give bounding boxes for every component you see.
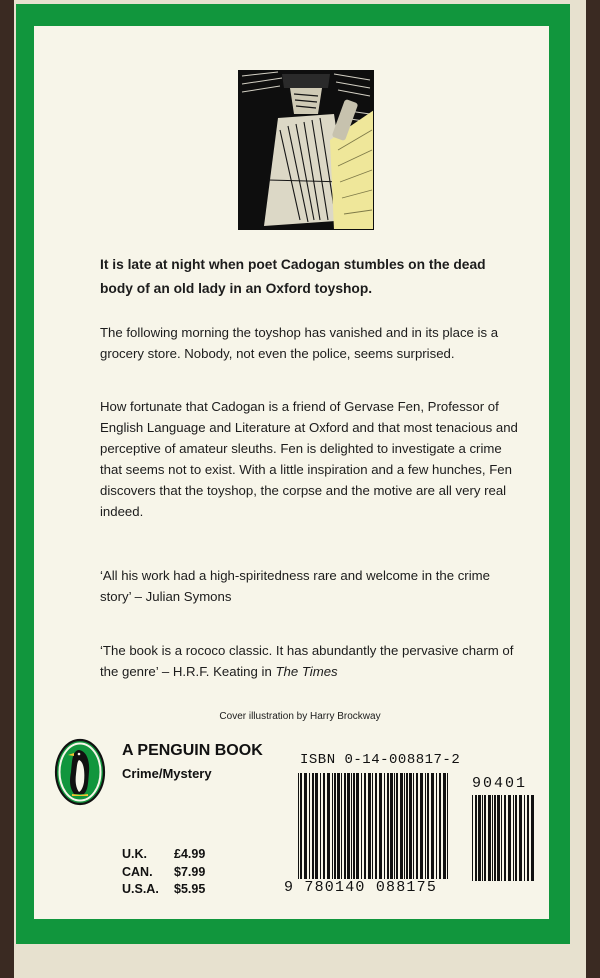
barcode-bar [347,773,350,879]
blurb-paragraph-2: How fortunate that Cadogan is a friend of Gervase Fen, Professor of English Language and Literature at Oxford and that most tenacious and perceptive of amateur sleuths. Fen is delighted to investigate a crime that seems not to exist. With a little inspiration and a few hunches, Fen discovers that the toyshop, the corpse and the motive are all very real indeed. [100,399,518,519]
barcode-digits: 9 780140 088175 [284,879,438,896]
review-quote-keating-text: ‘The book is a rococo classic. It has abundantly the pervasive charm of the genre’ – H.R.F. Keating in [100,643,514,679]
barcode-bar [443,773,446,879]
barcode-bar [364,773,366,879]
barcode-bar [379,773,382,879]
barcode-bar [327,773,330,879]
barcode-bar [353,773,355,879]
price-value: $5.95 [174,882,206,896]
barcode-bar [447,773,448,879]
review-quote-symons: ‘All his work had a high-spiritedness rare and welcome in the crime story’ – Julian Symons [100,568,490,604]
main-barcode [296,773,456,891]
barcode-bar [494,795,496,881]
barcode-bar [413,773,414,879]
barcode-bar [409,773,412,879]
barcode-bar [508,795,511,881]
price-row [122,881,205,899]
barcode-bar [504,795,506,881]
barcode-bar [524,795,525,881]
barcode-bar [372,773,373,879]
barcode-bar [478,795,481,881]
isbn-number: ISBN 0-14-008817-2 [300,752,461,768]
barcode-bar [337,773,340,879]
price-row [122,846,205,864]
price-list [122,846,205,899]
barcode-bar [531,795,534,881]
barcode-bar [368,773,371,879]
barcode-bar [387,773,389,889]
addon-barcode-digits: 90401 [472,775,528,792]
barcode-bar [384,773,385,889]
barcode-bar [332,773,333,879]
barcode-bar [334,773,336,879]
barcode-bar [519,795,522,881]
blurb-paragraph-1: The following morning the toyshop has vanished and in its place is a grocery store. Nobody, not even the police, seems surprised. [100,325,499,361]
price-value: £4.99 [174,847,206,861]
barcode-bar [298,773,299,889]
barcode-bar [492,795,493,881]
barcode-bar [427,773,429,879]
barcode-bar [341,773,342,879]
barcode-bar [375,773,377,879]
price-region: U.K. [122,847,147,861]
price-region: U.S.A. [122,882,159,896]
barcode-bar [501,795,502,881]
barcode-bar [497,795,500,881]
barcode-bar [472,795,473,881]
publisher-line: A PENGUIN BOOK [122,742,263,759]
barcode-bar [394,773,395,879]
price-row [122,864,205,882]
barcode-bar [323,773,325,879]
barcode-bar [400,773,403,879]
barcode-bar [356,773,359,879]
barcode-bar [420,773,423,879]
review-quote-source: The Times [275,664,338,679]
barcode-bar [404,773,405,879]
addon-barcode [470,795,540,891]
barcode-bar [320,773,321,879]
detective-illustration [238,70,374,230]
barcode-bar [312,773,314,879]
barcode-bar [351,773,352,879]
barcode-bar [361,773,362,879]
barcode-bar [484,795,486,881]
barcode-bar [390,773,393,879]
barcode-bar [513,795,514,881]
barcode-bar [475,795,477,881]
barcode-bar [488,795,491,881]
barcode-bar [300,773,302,889]
barcode-bar [439,773,441,879]
barcode-bar [304,773,307,879]
barcode-bar [436,773,437,879]
barcode-bar [482,795,483,881]
barcode-bar [344,773,346,879]
barcode-bar [406,773,408,879]
barcode-bar [425,773,426,879]
barcode-bar [515,795,517,881]
genre-label: Crime/Mystery [122,766,212,781]
price-region: CAN. [122,864,153,879]
price-value: $7.99 [174,864,206,879]
barcode-bar [431,773,434,879]
barcode-bar [416,773,418,879]
illustration-credit: Cover illustration by Harry Brockway [219,711,381,722]
lead-paragraph: It is late at night when poet Cadogan stumbles on the dead body of an old lady in an Oxford toyshop. [100,257,486,296]
review-quote-keating [100,640,520,682]
penguin-logo-icon [54,738,106,806]
barcode-bar [315,773,318,879]
barcode-bar [527,795,529,881]
barcode-bar [396,773,398,879]
barcode-bar [309,773,310,879]
